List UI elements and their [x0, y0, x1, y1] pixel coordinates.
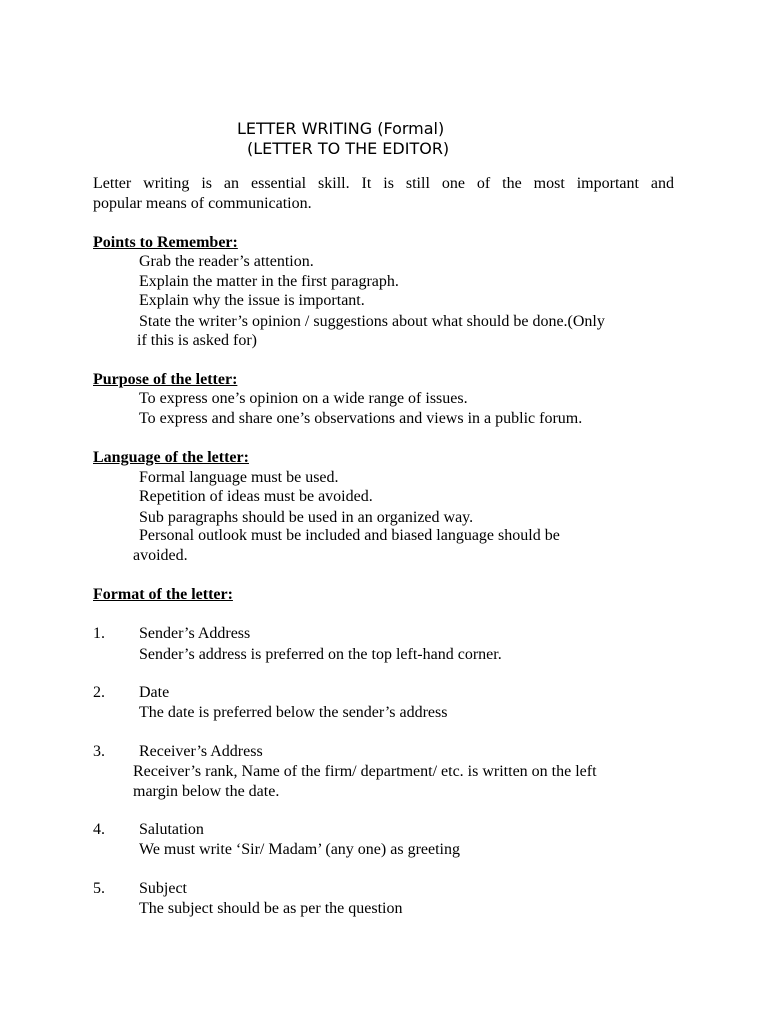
format-item-description: The subject should be as per the question — [139, 900, 403, 917]
format-item-description: Sender’s address is preferred on the top left-hand corner. — [139, 646, 502, 663]
list-item: Explain the matter in the first paragraph. — [139, 273, 399, 290]
list-item: To express one’s opinion on a wide range of issues. — [139, 390, 468, 407]
format-item-number: 4. — [93, 821, 105, 838]
format-item-title: Date — [139, 684, 170, 701]
format-item-description: The date is preferred below the sender’s address — [139, 704, 448, 721]
section-heading-language: Language of the letter: — [93, 449, 249, 466]
section-heading-points: Points to Remember: — [93, 234, 238, 251]
intro-line: popular means of communication. — [93, 195, 312, 212]
document-title: LETTER WRITING (Formal) — [237, 119, 445, 138]
format-item-title: Subject — [139, 880, 187, 897]
list-item-continuation: avoided. — [133, 547, 188, 564]
list-item: Explain why the issue is important. — [139, 292, 365, 309]
list-item: Formal language must be used. — [139, 469, 339, 486]
section-heading-purpose: Purpose of the letter: — [93, 371, 238, 388]
list-item: Sub paragraphs should be used in an organized way. — [139, 509, 474, 526]
list-item: State the writer’s opinion / suggestions about what should be done.(Only — [139, 313, 605, 330]
list-item-continuation: if this is asked for) — [137, 332, 257, 349]
format-item-title: Sender’s Address — [139, 625, 251, 642]
list-item: To express and share one’s observations and views in a public forum. — [139, 410, 583, 427]
format-item-description: We must write ‘Sir/ Madam’ (any one) as greeting — [139, 841, 460, 858]
format-item-description: margin below the date. — [133, 783, 280, 800]
list-item: Grab the reader’s attention. — [139, 253, 314, 270]
intro-line: Letter writing is an essential skill. It is still one of the most important and — [93, 175, 674, 192]
format-item-title: Receiver’s Address — [139, 743, 263, 760]
format-item-number: 1. — [93, 625, 105, 642]
section-heading-format: Format of the letter: — [93, 586, 233, 603]
format-item-number: 5. — [93, 880, 105, 897]
list-item: Personal outlook must be included and biased language should be — [139, 527, 560, 544]
format-item-number: 3. — [93, 743, 105, 760]
document-subtitle: (LETTER TO THE EDITOR) — [247, 139, 450, 158]
format-item-title: Salutation — [139, 821, 204, 838]
format-item-description: Receiver’s rank, Name of the firm/ department/ etc. is written on the left — [133, 763, 597, 780]
list-item: Repetition of ideas must be avoided. — [139, 488, 373, 505]
format-item-number: 2. — [93, 684, 105, 701]
intro-paragraph — [93, 174, 674, 214]
